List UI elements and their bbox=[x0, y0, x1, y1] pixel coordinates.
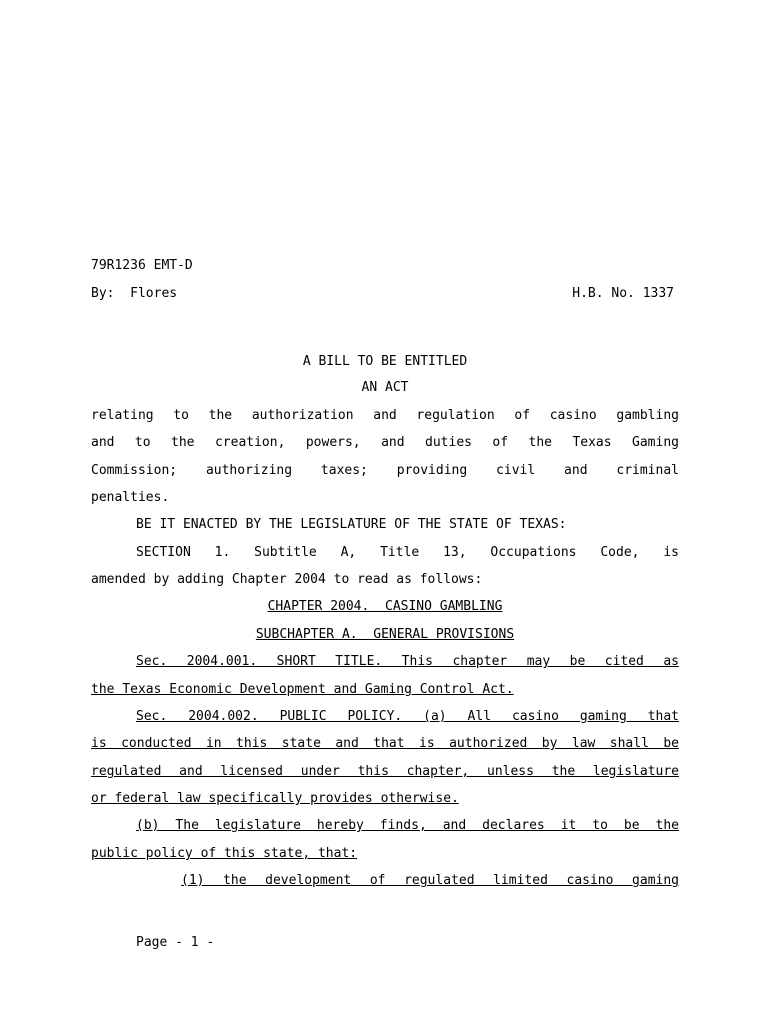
enacting-clause: BE IT ENACTED BY THE LEGISLATURE OF THE STATE OF TEXAS: bbox=[136, 517, 567, 532]
act-title: AN ACT bbox=[361, 380, 409, 395]
sec-2004-002-line: Sec. 2004.002. PUBLIC POLICY. (a) All casino gaming that bbox=[136, 709, 679, 724]
subchapter-heading bbox=[91, 627, 679, 643]
section-1-line: SECTION 1. Subtitle A, Title 13, Occupations Code, is bbox=[136, 545, 679, 560]
sec-2004-002-line bbox=[91, 791, 679, 807]
caption-line: Commission; authorizing taxes; providing civil and criminal bbox=[91, 463, 679, 478]
sec-2004-002-line: regulated and licensed under this chapter, unless the legislature bbox=[91, 764, 679, 779]
caption-line: and to the creation, powers, and duties of the Texas Gaming bbox=[91, 435, 679, 450]
page-number: Page - 1 - bbox=[136, 935, 215, 950]
subdivision-1-line: (1) the development of regulated limited casino gaming bbox=[181, 873, 679, 888]
subsection-b-line bbox=[91, 846, 679, 862]
subsection-b-text: public policy of this state, that: bbox=[91, 846, 358, 861]
document-id: 79R1236 EMT-D bbox=[91, 258, 193, 273]
bill-title: A BILL TO BE ENTITLED bbox=[302, 354, 468, 369]
caption-line: penalties. bbox=[91, 490, 170, 505]
section-1-line: amended by adding Chapter 2004 to read as follows: bbox=[91, 572, 483, 587]
bill-number: H.B. No. 1337 bbox=[572, 286, 674, 301]
sec-2004-001-line: Sec. 2004.001. SHORT TITLE. This chapter may be cited as bbox=[136, 654, 679, 669]
author-line: By: Flores bbox=[91, 286, 178, 301]
chapter-heading-text: CHAPTER 2004. CASINO GAMBLING bbox=[267, 599, 503, 614]
subchapter-heading-text: SUBCHAPTER A. GENERAL PROVISIONS bbox=[255, 627, 515, 642]
sec-2004-002-text: or federal law specifically provides otherwise. bbox=[91, 791, 459, 806]
sec-2004-002-line: is conducted in this state and that is authorized by law shall be bbox=[91, 736, 679, 751]
subsection-b-line: (b) The legislature hereby finds, and declares it to be the bbox=[136, 818, 679, 833]
sec-2004-001-text: the Texas Economic Development and Gaming Control Act. bbox=[91, 682, 514, 697]
caption-line: relating to the authorization and regulation of casino gambling bbox=[91, 408, 679, 423]
sec-2004-001-line bbox=[91, 682, 679, 698]
chapter-heading bbox=[91, 599, 679, 615]
